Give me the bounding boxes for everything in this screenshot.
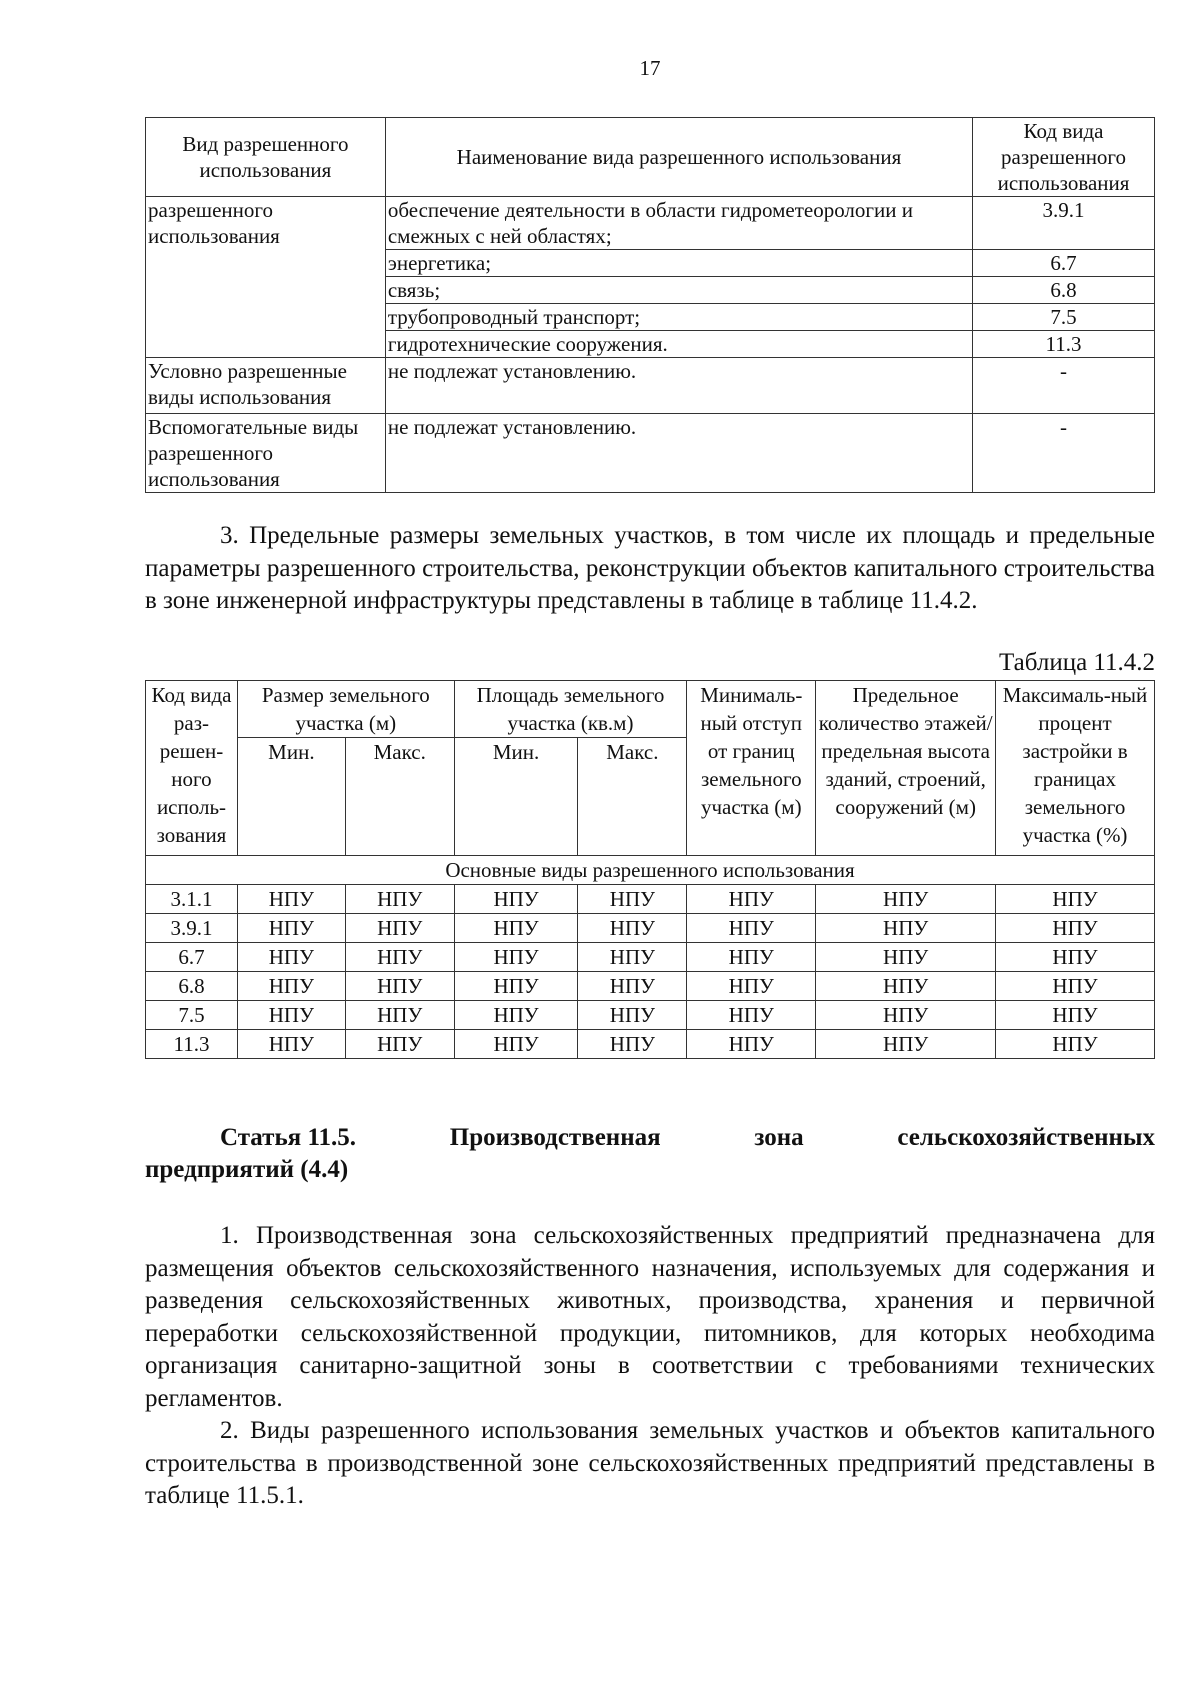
header-size-max: Макс.	[345, 738, 454, 856]
row-code: 6.7	[146, 943, 238, 972]
header-area-min: Мин.	[454, 738, 578, 856]
row-value: НПУ	[345, 943, 454, 972]
row-value: НПУ	[237, 885, 345, 914]
use-name: гидротехнические сооружения.	[385, 331, 972, 358]
row-value: НПУ	[237, 943, 345, 972]
row-code: 7.5	[146, 1001, 238, 1030]
limits-table-body	[146, 885, 1155, 1059]
row-value: НПУ	[454, 1030, 578, 1059]
row-value: НПУ	[687, 1001, 816, 1030]
header-code: Код вида раз-решен-ного исполь-зования	[146, 681, 238, 856]
limits-table	[145, 680, 1155, 1059]
row-value: НПУ	[578, 972, 687, 1001]
section-title: Основные виды разрешенного использования	[146, 856, 1155, 885]
use-code: -	[973, 358, 1155, 414]
article-heading-line2: предприятий (4.4)	[145, 1156, 349, 1183]
row-value: НПУ	[687, 914, 816, 943]
section-row	[146, 856, 1155, 885]
paragraph-3	[145, 520, 1155, 618]
use-name: не подлежат установлению.	[385, 358, 972, 414]
table-row	[146, 943, 1155, 972]
header-land-area: Площадь земельного участка (кв.м)	[454, 681, 687, 738]
use-code: 6.8	[973, 277, 1155, 304]
row-value: НПУ	[345, 1030, 454, 1059]
row-value: НПУ	[578, 1001, 687, 1030]
row-value: НПУ	[996, 1001, 1155, 1030]
use-name: обеспечение деятельности в области гидрометеорологии и смежных с ней областях;	[385, 197, 972, 250]
header-use-type: Вид разрешенного использования	[146, 118, 386, 197]
use-type-main: разрешенного использования	[146, 197, 386, 358]
row-value: НПУ	[454, 885, 578, 914]
row-value: НПУ	[996, 943, 1155, 972]
row-value: НПУ	[345, 1001, 454, 1030]
row-value: НПУ	[996, 885, 1155, 914]
row-code: 3.9.1	[146, 914, 238, 943]
table-row	[146, 197, 1155, 250]
row-value: НПУ	[687, 972, 816, 1001]
row-value: НПУ	[816, 943, 996, 972]
row-value: НПУ	[454, 972, 578, 1001]
table-row	[146, 414, 1155, 493]
paragraph-3-text: 3. Предельные размеры земельных участков, в том числе их площадь и предельные параметры разрешенного строительства, реконструкции объектов капитального строительства в зоне инженерной инфраструктуры представлены в таблице в таблице 11.4.2.	[145, 522, 1155, 614]
row-value: НПУ	[237, 972, 345, 1001]
use-name: не подлежат установлению.	[385, 414, 972, 493]
row-value: НПУ	[345, 885, 454, 914]
table-label: Таблица 11.4.2	[999, 649, 1155, 676]
use-name: трубопроводный транспорт;	[385, 304, 972, 331]
row-value: НПУ	[237, 1030, 345, 1059]
row-value: НПУ	[687, 885, 816, 914]
row-value: НПУ	[454, 914, 578, 943]
header-use-code: Код вида разрешенного использования	[973, 118, 1155, 197]
row-value: НПУ	[578, 1030, 687, 1059]
row-value: НПУ	[816, 914, 996, 943]
row-code: 3.1.1	[146, 885, 238, 914]
article-word: сельскохозяйственных	[897, 1124, 1155, 1151]
table-row	[146, 1001, 1155, 1030]
article-heading-line	[145, 1122, 1155, 1154]
row-value: НПУ	[237, 914, 345, 943]
paragraph-article-1	[145, 1220, 1155, 1415]
row-value: НПУ	[816, 1001, 996, 1030]
article-word: Производственная	[449, 1124, 661, 1151]
row-value: НПУ	[687, 1030, 816, 1059]
row-value: НПУ	[454, 943, 578, 972]
table-row	[146, 972, 1155, 1001]
table-row	[146, 1030, 1155, 1059]
table-row	[146, 358, 1155, 414]
table-header-row	[146, 118, 1155, 197]
header-floors: Предельное количество этажей/ предельная высота зданий, строений, сооружений (м)	[816, 681, 996, 856]
row-value: НПУ	[237, 1001, 345, 1030]
row-value: НПУ	[816, 885, 996, 914]
header-coverage: Максималь-ный процент застройки в границах земельного участка (%)	[996, 681, 1155, 856]
table-row	[146, 914, 1155, 943]
row-code: 6.8	[146, 972, 238, 1001]
use-code: 7.5	[973, 304, 1155, 331]
row-value: НПУ	[454, 1001, 578, 1030]
permitted-use-table	[145, 117, 1155, 493]
row-value: НПУ	[816, 972, 996, 1001]
page-number: 17	[639, 56, 661, 80]
row-value: НПУ	[996, 914, 1155, 943]
row-value: НПУ	[578, 943, 687, 972]
article-heading	[145, 1122, 1155, 1186]
row-value: НПУ	[578, 914, 687, 943]
use-name: энергетика;	[385, 250, 972, 277]
row-value: НПУ	[578, 885, 687, 914]
article-word: зона	[754, 1124, 804, 1151]
table-header-row	[146, 681, 1155, 738]
header-setback: Минималь-ный отступ от границ земельного участка (м)	[687, 681, 816, 856]
row-value: НПУ	[816, 1030, 996, 1059]
table-row	[146, 885, 1155, 914]
row-value: НПУ	[996, 1030, 1155, 1059]
use-type-conditional: Условно разрешенные виды использования	[146, 358, 386, 414]
header-land-size: Размер земельного участка (м)	[237, 681, 454, 738]
row-value: НПУ	[996, 972, 1155, 1001]
header-use-name: Наименование вида разрешенного использования	[385, 118, 972, 197]
header-area-max: Макс.	[578, 738, 687, 856]
use-code: -	[973, 414, 1155, 493]
header-size-min: Мин.	[237, 738, 345, 856]
use-name: связь;	[385, 277, 972, 304]
use-code: 11.3	[973, 331, 1155, 358]
row-value: НПУ	[687, 943, 816, 972]
paragraph-article-2	[145, 1415, 1155, 1513]
row-value: НПУ	[345, 914, 454, 943]
row-value: НПУ	[345, 972, 454, 1001]
row-code: 11.3	[146, 1030, 238, 1059]
use-code: 6.7	[973, 250, 1155, 277]
use-code: 3.9.1	[973, 197, 1155, 250]
paragraph-article-1-text: 1. Производственная зона сельскохозяйственных предприятий предназначена для размещения объектов сельскохозяйственного назначения, используемых для содержания и разведения сельскохозяйственных животных, производства, хранения и первичной переработки сельскохозяйственной продукции, питомников, для которых необходима организация санитарно-защитной зоны в соответствии с требованиями технических регламентов.	[145, 1222, 1155, 1412]
paragraph-article-2-text: 2. Виды разрешенного использования земельных участков и объектов капитального строительства в производственной зоне сельскохозяйственных предприятий представлены в таблице 11.5.1.	[145, 1417, 1155, 1509]
use-type-auxiliary: Вспомогательные виды разрешенного использования	[146, 414, 386, 493]
article-number: Статья 11.5.	[220, 1124, 357, 1151]
